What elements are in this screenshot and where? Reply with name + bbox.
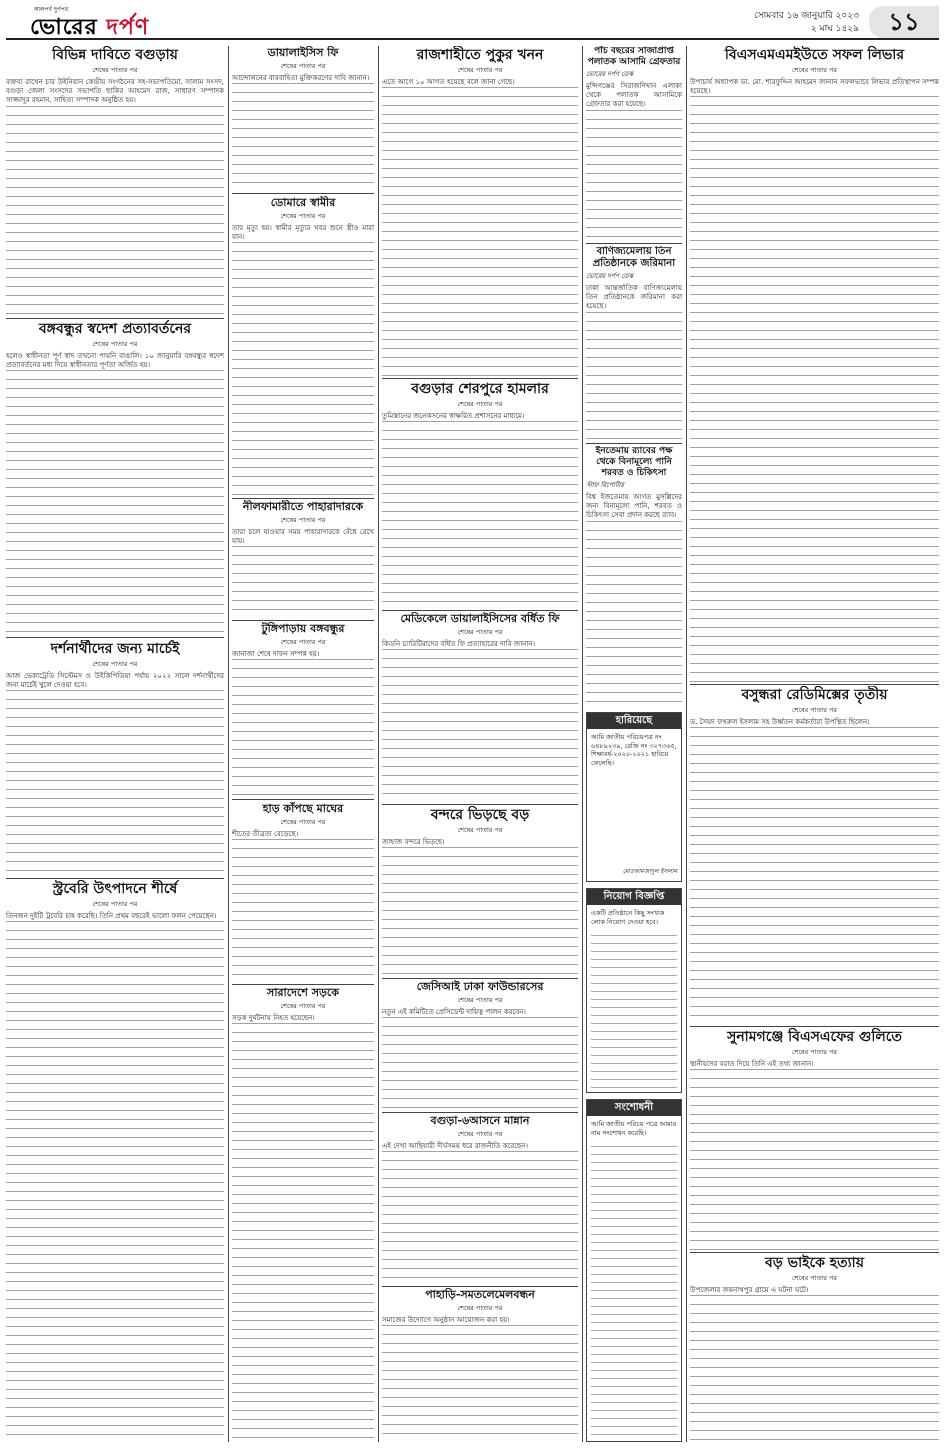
continued-label: শেষের পাতার পর: [280, 516, 326, 524]
issue-date: [754, 10, 859, 36]
story-divider: [690, 1252, 939, 1253]
story-trade-fair-fine[interactable]: [586, 246, 682, 441]
story-body: বিশ্ব ইজতেমায় আগত মুসল্লিদের জন্য বিনামূল্যে পানি, শরবত ও চিকিৎসা সেবা প্রদান করছে র‌্যাব।: [586, 493, 682, 698]
masthead: [6, 4, 939, 40]
story-body: এই দেখা আছিয়ারী দীর্ঘসময় ধরে রাজনীতি করেছেন।: [382, 1142, 578, 1284]
story-magh-cold[interactable]: [232, 802, 374, 982]
story-body: বক্তব্য রাখেন চার উইনিয়ান কেন্দ্রীয় সংগঠনের সহ-সভাপতিমো. সালাম সংসদ, বগুড়া জেলা সংসদের সভাপতি ছাকির আহমেদ রাজ, সাধারণ সম্পাদক সাজ্জাদুর রহমান, সাহিত্য সম্পাদক অনুষ্ঠিত হয়।: [6, 78, 224, 308]
continued-label: শেষের পাতার পর: [92, 340, 138, 348]
story-body: ড. সৈয়দ ফখরুল ইসলাম সহ উর্ধ্বতন কর্মকর্তারা উপস্থিত ছিলেন।: [690, 718, 939, 1023]
classified-lost[interactable]: [586, 712, 682, 882]
story-title: পাহাড়ি-সমতলেমেলবন্ধন: [425, 1288, 535, 1301]
continued-label: শেষের পাতার পর: [457, 1130, 503, 1138]
story-body: তুমিস্তানের জনেকসনের স্বাক্ষরিত প্রশাসনের মাধ্যমে।: [382, 412, 578, 607]
correction-body: [591, 1146, 677, 1437]
story-medical-dialysis[interactable]: [382, 612, 578, 802]
story-body: আন্দোলনের বারবাহিতা মুক্তিকরণের দাবি জানান।: [232, 74, 374, 191]
story-divider: [690, 684, 939, 685]
page-number: ১১: [869, 6, 939, 38]
story-title: নীলফামারীতে পাহারাদারকে: [242, 500, 364, 513]
story-port-ships[interactable]: [382, 806, 578, 976]
story-bsmmu-liver[interactable]: [690, 46, 939, 682]
story-title: বড় ভাইকে হত্যায়: [765, 1255, 864, 1271]
story-rajshahi-pond[interactable]: [382, 46, 578, 376]
continued-label: শেষের পাতার পর: [92, 900, 138, 908]
story-divider: [382, 1112, 578, 1113]
continued-label: শেষের পাতার পর: [791, 1274, 837, 1282]
lost-heading: হারিয়েছে: [587, 713, 681, 729]
story-divider: [586, 443, 682, 444]
continued-label: শেষের পাতার পর: [457, 628, 503, 636]
story-title: সুনামগঞ্জে বিএসএফের গুলিতে: [727, 1029, 902, 1045]
story-bangabandhu-return[interactable]: [6, 320, 224, 635]
story-sunamganj-bsf[interactable]: [690, 1028, 939, 1250]
story-title: দর্শনার্থীদের জন্য মার্চেই: [50, 641, 180, 657]
story-title: বিভিন্ন দাবিতে বগুড়ায়: [52, 47, 178, 63]
story-body: উপাচার্য অধ্যাপক ডা. মো. শারফুদ্দিন আহমেদ জানান সফলভাবে লিভার প্রতিস্থাপন সম্পন্ন হয়েছে।: [690, 78, 939, 678]
logo-right: দর্পণ: [97, 15, 150, 40]
story-body: হলেও স্বাধীনতা পূর্ণ স্বাদ তখনো পায়নি বাঙালি। ১০ জানুয়ারি বঙ্গবন্ধুর স্বদেশ প্রত্যাবর্তনের মধ্য দিয়ে স্বাধীনতার পূর্ণতা অর্জিত হয়।: [6, 352, 224, 632]
continued-label: শেষের পাতার পর: [92, 660, 138, 668]
story-body: সমাজের উদ্যোগে অনুষ্ঠান আয়োজন করা হয়।: [382, 1316, 578, 1442]
story-body: জানাজা শেষে দাফন সম্পন্ন হয়।: [232, 650, 374, 797]
story-title: পাঁচ বছরের সাজাপ্রাপ্ত পলাতক আসামি গ্রেফতার: [587, 46, 681, 67]
continued-label: শেষের পাতার পর: [457, 66, 503, 74]
classified-correction[interactable]: [586, 1099, 682, 1442]
story-visitors-march[interactable]: [6, 640, 224, 875]
recruitment-body: [591, 935, 677, 1088]
column-rule: [228, 46, 229, 1442]
continued-label: শেষের পাতার পর: [280, 1002, 326, 1010]
story-body: তারা চলে যাওয়ার সময় পাহারাদারকে বেঁধে রেখে যায়।: [232, 528, 374, 618]
column-rule: [582, 46, 583, 1442]
story-title: টুঙ্গিপাড়ায় বঙ্গবন্ধুর: [261, 622, 345, 635]
story-divider: [382, 610, 578, 611]
story-divider: [6, 318, 224, 319]
story-divider: [586, 243, 682, 244]
story-divider: [232, 984, 374, 985]
column-rule: [686, 46, 687, 1442]
story-divider: [232, 620, 374, 621]
story-title: ডোমারে স্বামীর: [270, 196, 336, 209]
story-body: ঢাকা আন্তর্জাতিক বাণিজ্যমেলায় তিন প্রতিষ্ঠানকে জরিমানা করা হয়েছে।: [586, 284, 682, 422]
story-divider: [6, 637, 224, 638]
story-body: এতে আগে ১০ আগত হয়েছে বলে জানা গেছে।: [382, 78, 578, 376]
story-divider: [690, 1026, 939, 1027]
story-tungipara[interactable]: [232, 622, 374, 797]
story-title: বসুন্ধরা রেডিমিক্সের তৃতীয়: [741, 687, 888, 703]
story-divider: [232, 799, 374, 800]
story-hill-plain-unity[interactable]: [382, 1288, 578, 1442]
story-body: তার মৃত্যু হয়। স্বামীর মৃত্যুর খবর শুনে স্ত্রীও মারা যান।: [232, 224, 374, 496]
date-bengali: ২ মাঘ ১৪২৯: [810, 24, 859, 34]
story-title: ইনতেমায় র‌্যাবের পক্ষ থেকে বিনামূল্যে পানি শরবত ও চিকিৎসা: [595, 446, 673, 478]
newspaper-logo[interactable]: [30, 10, 149, 47]
story-title: বন্দরে ভিড়ছে বড়: [430, 807, 530, 823]
story-title: বাণিজ্যমেলায় তিন প্রতিষ্ঠানকে জরিমানা: [592, 246, 676, 269]
story-title: সারাদেশে সড়কে: [267, 986, 339, 999]
story-body: স্থানীয়দের বরাত দিয়ে তিনি এই তথ্য জানান।: [690, 1060, 939, 1248]
recruitment-heading: নিয়োগ বিজ্ঞপ্তি: [587, 889, 681, 905]
story-body: নতুন এই কমিটিতে প্রেসিডেন্ট দায়িত্ব পালন করবেন।: [382, 1008, 578, 1110]
story-title: মেডিকেলে ডায়ালাইসিসের বর্ধিত ফি: [400, 612, 560, 625]
story-strawberry[interactable]: [6, 880, 224, 1442]
logo-left: ভোরের: [30, 15, 98, 40]
classified-recruitment[interactable]: [586, 888, 682, 1093]
story-divider: [382, 1286, 578, 1287]
story-title: জেসিআই ঢাকা ফাউন্ডারসের: [416, 980, 544, 993]
continued-label: শেষের পাতার পর: [457, 400, 503, 408]
story-bogura-demands[interactable]: [6, 46, 224, 316]
lost-signature: মোঃআমজাদুল ইসলাম: [622, 868, 677, 875]
story-title: বগুড়ার শেরপুরে হামলার: [411, 381, 549, 397]
story-divider: [382, 378, 578, 379]
story-brother-murder[interactable]: [690, 1254, 939, 1442]
continued-label: শেষের পাতার পর: [791, 706, 837, 714]
continued-label: শেষের পাতার পর: [457, 996, 503, 1004]
story-nilphamari-guard[interactable]: [232, 500, 374, 618]
story-title: বঙ্গবন্ধুর স্বদেশ প্রত্যাবর্তনের: [38, 321, 192, 337]
story-bogura6-mannan[interactable]: [382, 1114, 578, 1284]
story-divider: [6, 878, 224, 879]
story-dialysis-fee[interactable]: [232, 46, 374, 191]
story-bashundhara-readymix[interactable]: [690, 686, 939, 1024]
story-body: মুন্সিগঞ্জের সিরাজদিখান এলাকা থেকে পলাতক আসামিকে গ্রেফতার করা হয়েছে।: [586, 82, 682, 222]
lost-text: আমি জাতীয় পরিচয়পত্র নং ৬৪৮৯২৩৯, রেজি নং ৩২৭৩৬৫, শিক্ষাবর্ষ-২০২০-২০২১ হারিয়ে ফেলেছি।: [591, 733, 677, 767]
story-domar-husband[interactable]: [232, 196, 374, 496]
continued-label: শেষের পাতার পর: [791, 66, 837, 74]
story-jci-dhaka[interactable]: [382, 980, 578, 1110]
story-fugitive-arrested[interactable]: [586, 46, 682, 241]
story-divider: [232, 193, 374, 194]
masthead-tagline: কালপর্ব দুর্গপর: [34, 6, 69, 13]
correction-text: আমি জাতীয় পরিচয় পত্রে আমার নাম সংশোধন করেছি।: [591, 1120, 677, 1137]
recruitment-text: একটি প্রতিষ্ঠানে কিছু সংখ্যক লোক নিয়োগ দেওয়া হবে।: [591, 909, 665, 926]
story-byline: ভোরের দর্পণ ডেস্ক: [586, 70, 634, 78]
story-sherpur-attack[interactable]: [382, 380, 578, 608]
story-title: বগুড়া-৬আসনে মান্নান: [430, 1114, 530, 1127]
continued-label: শেষের পাতার পর: [791, 1048, 837, 1056]
story-body: জাহাজ বন্দরে ভিড়ছে।: [382, 838, 578, 976]
story-body: তিনজন দুইটি ট্রবেরি চাষ করেছি। তিনি প্রথম বছরেই ভালো ফলন পেয়েছেন।: [6, 912, 224, 1437]
continued-label: শেষের পাতার পর: [457, 1304, 503, 1312]
continued-label: শেষের পাতার পর: [280, 62, 326, 70]
column-rule: [378, 46, 379, 1442]
story-body: আজ ভেকাট্রেডি সিস্টেমস ও উইকিপিডিয়া পর্যায় ২০২২ সালে দর্শনার্থীদের জন্য মার্চেই খুলে দেওয়া হবে।: [6, 672, 224, 872]
continued-label: শেষের পাতার পর: [280, 818, 326, 826]
story-title: স্ট্রবেরি উৎপাদনে শীর্ষে: [52, 881, 178, 897]
story-byline: ভোরের দর্পণ ডেস্ক: [586, 272, 634, 280]
correction-heading: সংশোধনী: [587, 1100, 681, 1116]
story-body: সড়ক দুর্ঘটনায় নিহত হয়েছেন।: [232, 1014, 374, 1442]
continued-label: শেষের পাতার পর: [457, 826, 503, 834]
story-road-accidents[interactable]: [232, 986, 374, 1442]
continued-label: শেষের পাতার পর: [280, 638, 326, 646]
story-body: উপজেলার জয়নাথপুর গ্রামে এ ঘটনা ঘটে।: [690, 1286, 939, 1441]
story-divider: [382, 978, 578, 979]
continued-label: শেষের পাতার পর: [280, 212, 326, 220]
story-byline: স্টাফ রিপোর্টার: [586, 481, 624, 489]
story-title: হাড় কাঁপছে মাঘের: [262, 802, 344, 815]
story-title: ডায়ালাইসিস ফি: [267, 46, 339, 59]
story-title: বিএসএমএমইউতে সফল লিভার: [724, 47, 905, 63]
story-body: কিডনি চ্যারিটিরাদের বর্ধিত ফি প্রত্যাহারের দাবি জানান।: [382, 640, 578, 802]
story-divider: [382, 804, 578, 805]
date-gregorian: সোমবার ১৬ জানুয়ারি ২০২৩: [754, 11, 859, 21]
story-ijtema-rab[interactable]: [586, 446, 682, 708]
story-divider: [232, 498, 374, 499]
continued-label: শেষের পাতার পর: [92, 66, 138, 74]
story-body: শীতের তীব্রতা বেড়েছে।: [232, 830, 374, 982]
story-title: রাজশাহীতে পুকুর খনন: [416, 47, 544, 63]
